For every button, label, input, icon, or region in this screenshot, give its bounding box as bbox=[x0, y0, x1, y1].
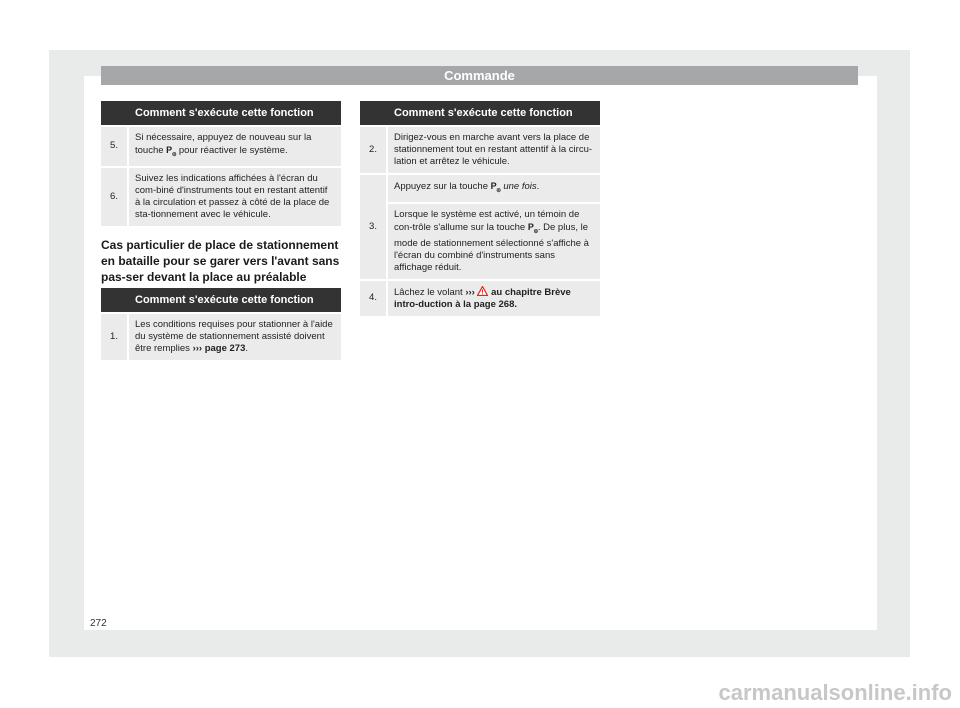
step-text: Si nécessaire, appuyez de nouveau sur la touche $P_⊛$ pour réactiver le système. bbox=[129, 125, 341, 166]
table-row bbox=[360, 125, 600, 173]
table-header-row bbox=[101, 101, 341, 125]
page-number: 272 bbox=[90, 618, 107, 629]
steps-table-2 bbox=[101, 288, 341, 360]
step-number: 3. bbox=[360, 173, 388, 279]
park-assist-button-icon: $P_⊛$ bbox=[490, 181, 501, 194]
park-assist-button-icon: $P_⊛$ bbox=[527, 221, 538, 235]
step-number: 2. bbox=[360, 125, 388, 173]
table-row bbox=[101, 166, 341, 226]
steps-table-3 bbox=[360, 101, 600, 316]
watermark-text: carmanualsonline.info bbox=[718, 680, 952, 705]
warning-icon bbox=[477, 286, 488, 296]
table-row bbox=[360, 279, 600, 316]
steps-table-1 bbox=[101, 101, 341, 226]
table-header-label: Comment s'exécute cette fonction bbox=[388, 101, 600, 125]
table-row bbox=[101, 125, 341, 166]
step-number: 1. bbox=[101, 312, 129, 360]
section-title: Cas particulier de place de stationnement en bataille pour se garer vers l'avant sans pas-ser devant la place au préalable bbox=[101, 238, 340, 284]
table-row bbox=[360, 173, 600, 202]
table-header-label: Comment s'exécute cette fonction bbox=[129, 288, 341, 312]
page-reference-link[interactable]: ››› page 273 bbox=[192, 343, 246, 354]
table-row bbox=[101, 312, 341, 360]
table-header-row bbox=[101, 288, 341, 312]
step-text: Lorsque le système est activé, un témoin de con-trôle s'allume sur la touche $P_⊛$. De plus, le mode de stationnement sélectionné s'affiche à l'écran du combiné d'instruments sans affichage réduit. bbox=[388, 202, 600, 279]
step-text: Dirigez-vous en marche avant vers la place de stationnement tout en restant attentif à la circu-lation et arrêtez le véhicule. bbox=[388, 125, 600, 173]
table-header-label: Comment s'exécute cette fonction bbox=[129, 101, 341, 125]
table-header-row bbox=[360, 101, 600, 125]
step-number: 4. bbox=[360, 279, 388, 316]
chapter-reference-link[interactable]: au chapitre Brève intro-duction à la page 268 bbox=[394, 286, 571, 310]
step-number: 6. bbox=[101, 166, 129, 226]
chapter-header: Commande bbox=[101, 66, 858, 85]
step-text: Appuyez sur la touche $P_⊛$ une fois. bbox=[388, 173, 600, 202]
step-text: Lâchez le volant ››› au chapitre Brève intro-duction à la page 268. bbox=[388, 279, 600, 316]
step-text: Suivez les indications affichées à l'écran du com-biné d'instruments tout en restant attentif à la circulation et passez à côté de la place de sta-tionnement avec le véhicule. bbox=[129, 166, 341, 226]
step-text: Les conditions requises pour stationner à l'aide du système de stationnement assisté doivent être remplies ››› page 273. bbox=[129, 312, 341, 360]
step-number: 5. bbox=[101, 125, 129, 166]
park-assist-button-icon: $P_⊛$ bbox=[166, 145, 177, 158]
reference-arrow[interactable]: ››› bbox=[465, 286, 475, 298]
table-row bbox=[360, 202, 600, 279]
